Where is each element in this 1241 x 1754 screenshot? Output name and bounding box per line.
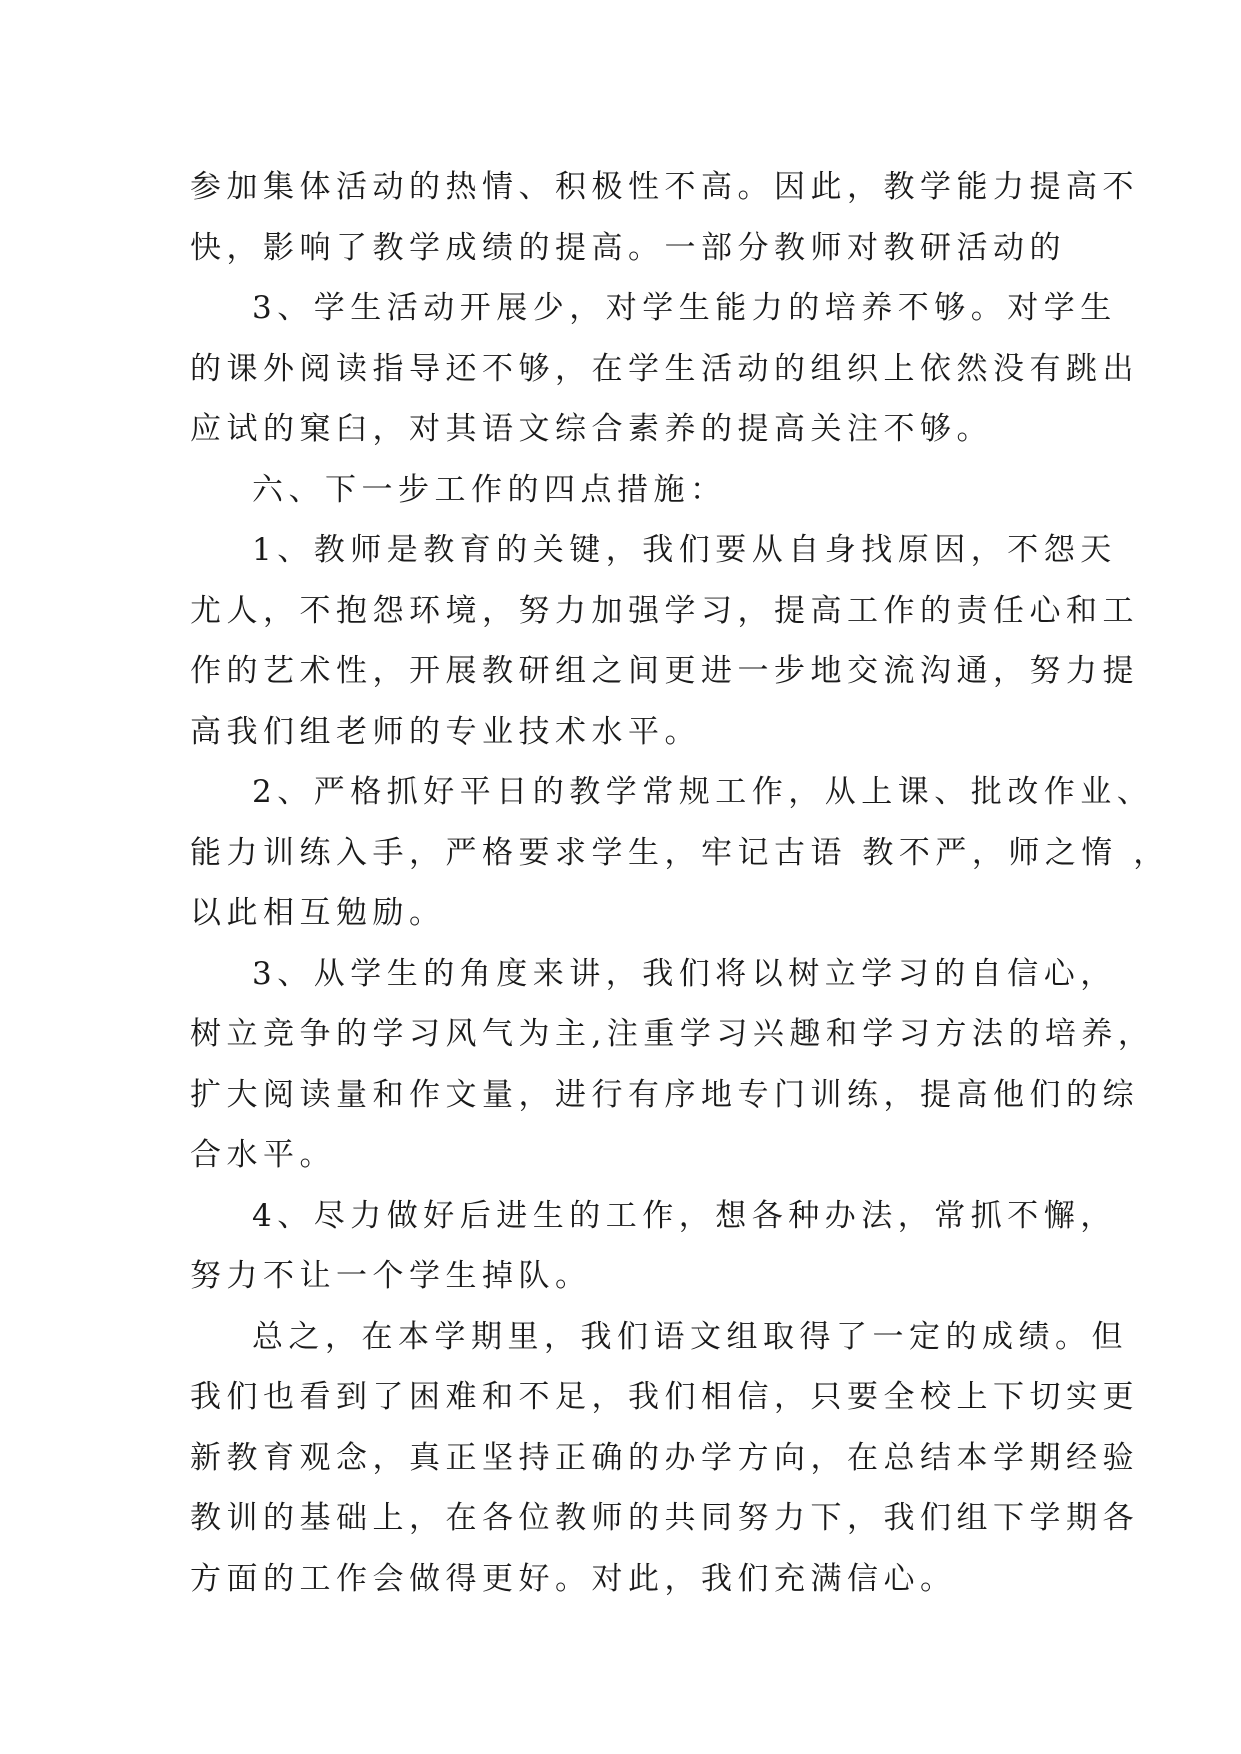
- text-line: 参加集体活动的热情、积极性不高。因此，教学能力提高不: [190, 169, 1139, 205]
- paragraph-first-line: 3、从学生的角度来讲，我们将以树立学习的自信心，: [252, 955, 1117, 992]
- text-line: 以此相互勉励。: [190, 895, 446, 931]
- paragraph-first-line: 4、尽力做好后进生的工作，想各种办法，常抓不懈，: [252, 1197, 1117, 1234]
- text-line: 努力不让一个学生掉队。: [190, 1258, 592, 1294]
- paragraph-first-line: 六、下一步工作的四点措施：: [252, 471, 727, 508]
- paragraph-first-line: 总之，在本学期里，我们语文组取得了一定的成绩。但: [252, 1318, 1128, 1355]
- text-line: 我们也看到了困难和不足，我们相信，只要全校上下切实更: [190, 1379, 1139, 1415]
- text-line: 扩大阅读量和作文量，进行有序地专门训练，提高他们的综: [190, 1076, 1139, 1113]
- text-line: 教训的基础上，在各位教师的共同努力下，我们组下学期各: [190, 1500, 1139, 1536]
- text-line: 方面的工作会做得更好。对此，我们充满信心。: [190, 1560, 957, 1597]
- text-line: 合水平。: [190, 1137, 336, 1173]
- paragraph-first-line: 3、学生活动开展少，对学生能力的培养不够。对学生: [252, 290, 1117, 326]
- text-line: 的课外阅读指导还不够，在学生活动的组织上依然没有跳出: [190, 350, 1139, 387]
- text-line: 新教育观念，真正坚持正确的办学方向，在总结本学期经验: [190, 1439, 1139, 1476]
- paragraph-first-line: 1、教师是教育的关键，我们要从自身找原因，不怨天: [252, 532, 1117, 568]
- paragraph-first-line: 2、严格抓好平日的教学常规工作，从上课、批改作业、: [252, 774, 1154, 810]
- text-line: 树立竞争的学习风气为主,注重学习兴趣和学习方法的培养，: [190, 1016, 1155, 1052]
- text-line: 作的艺术性，开展教研组之间更进一步地交流沟通，努力提: [190, 653, 1139, 689]
- text-line: 应试的窠臼，对其语文综合素养的提高关注不够。: [190, 411, 993, 447]
- text-line: 快，影响了教学成绩的提高。一部分教师对教研活动的: [190, 229, 1066, 266]
- text-line: 能力训练入手，严格要求学生，牢记古语 教不严，师之惰 ，: [190, 834, 1170, 871]
- text-line: 高我们组老师的专业技术水平。: [190, 713, 701, 750]
- document-body: [190, 157, 1170, 1609]
- text-line: 尤人，不抱怨环境，努力加强学习，提高工作的责任心和工: [190, 592, 1139, 629]
